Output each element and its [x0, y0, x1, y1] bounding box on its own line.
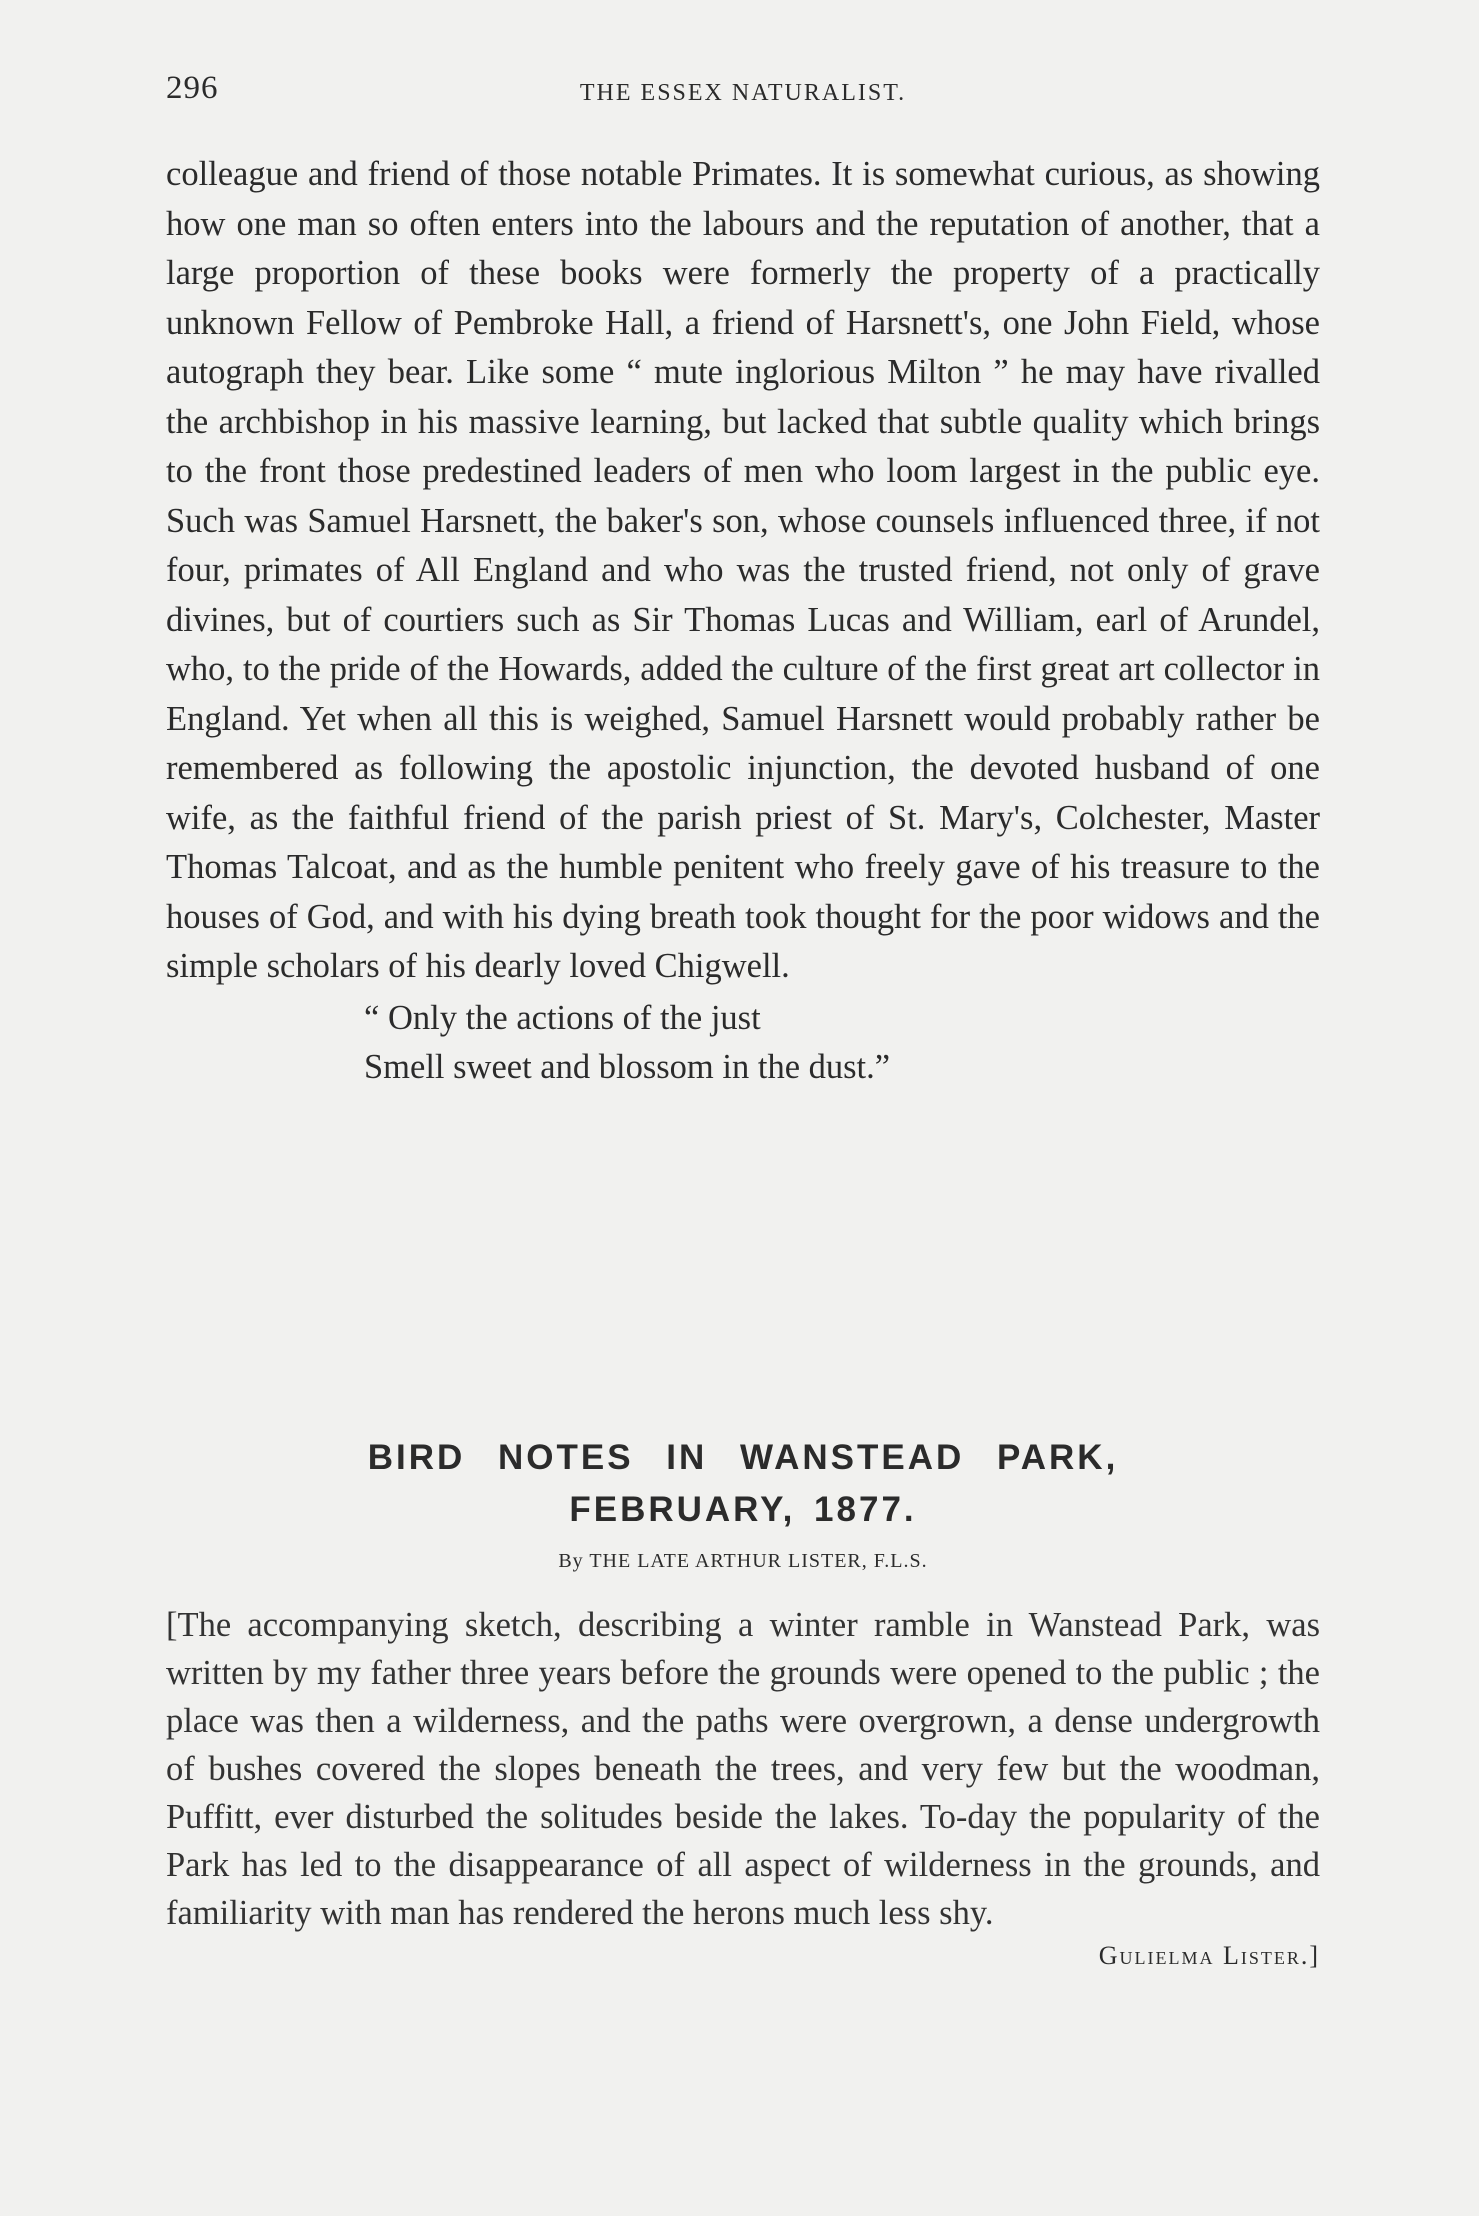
article-byline: By THE LATE ARTHUR LISTER, F.L.S.	[558, 1550, 928, 1572]
editor-signature: Gulielma Lister.]	[1098, 1941, 1320, 1970]
verse-line: Smell sweet and blossom in the dust.”	[364, 1048, 891, 1086]
article-title	[166, 1432, 1320, 1536]
editor-note: [The accompanying sketch, describing a winter ramble in Wanstead Park, was written by my father three years before the grounds were opened to the public ; the place was then a wilderness, and the paths were overgrown, a dense undergrowth of bushes covered the slopes beneath the trees, and very few but the woodman, Puffitt, ever disturbed the solitudes beside the lakes. To-day the popularity of the Park has led to the disappearance of all aspect of wilderness in the grounds, and familiarity with man has rendered the herons much less shy.	[166, 1606, 1320, 1932]
verse-line: “ Only the actions of the just	[364, 998, 761, 1037]
article-title-line: FEBRUARY, 1877.	[569, 1490, 917, 1529]
page-number: 296	[166, 70, 219, 106]
page-header	[166, 70, 1320, 120]
running-head: THE ESSEX NATURALIST.	[579, 80, 907, 106]
article-section	[166, 1432, 1320, 1971]
verse-quotation	[364, 994, 1320, 1093]
main-text	[166, 150, 1320, 1093]
body-paragraph: colleague and friend of those notable Primates. It is somewhat curious, as showing how one man so often enters into the labours and the reputation of another, that a large proportion of these books were formerly the property of a practically unknown Fellow of Pembroke Hall, a friend of Harsnett's, one John Field, whose autograph they bear. Like some “ mute inglorious Milton ” he may have rivalled the archbishop in his massive learning, but lacked that subtle quality which brings to the front those predestined leaders of men who loom largest in the public eye. Such was Samuel Harsnett, the baker's son, whose counsels influenced three, if not four, primates of All England and who was the trusted friend, not only of grave divines, but of courtiers such as Sir Thomas Lucas and William, earl of Arundel, who, to the pride of the Howards, added the culture of the first great art collector in England. Yet when all this is weighed, Samuel Harsnett would probably rather be remembered as following the apostolic injunction, the devoted husband of one wife, as the faithful friend of the parish priest of St. Mary's, Colchester, Master Thomas Talcoat, and as the humble penitent who freely gave of his treasure to the houses of God, and with his dying breath took thought for the poor widows and the simple scholars of his dearly loved Chigwell.	[166, 155, 1320, 985]
article-title-line: BIRD NOTES IN WANSTEAD PARK,	[367, 1438, 1119, 1477]
